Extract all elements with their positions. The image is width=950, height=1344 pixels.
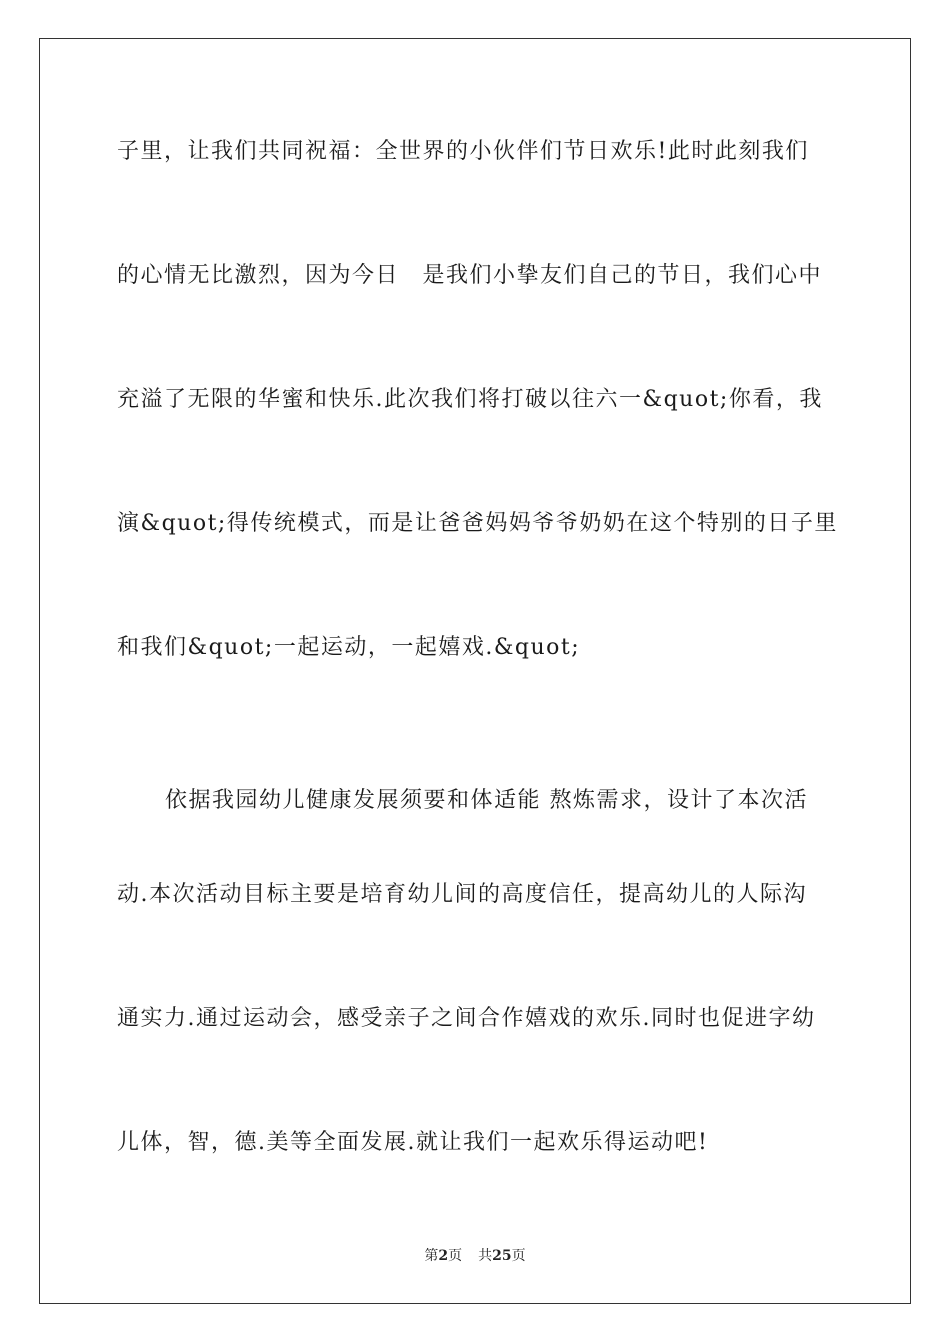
page-number: 2 xyxy=(438,1248,449,1264)
text-line: 和我们&quot;一起运动，一起嬉戏.&quot; xyxy=(117,635,581,660)
text-line: 子里，让我们共同祝福：全世界的小伙伴们节日欢乐!此时此刻我们 xyxy=(117,139,809,164)
page-border xyxy=(39,38,911,1304)
text-line: 动.本次活动目标主要是培育幼儿间的高度信任，提高幼儿的人际沟 xyxy=(117,882,807,907)
page-suffix: 页 xyxy=(448,1248,463,1264)
total-suffix: 页 xyxy=(511,1248,526,1264)
page-prefix: 第 xyxy=(424,1248,439,1264)
paragraph-first-line: 依据我园幼儿健康发展须要和体适能 熬炼需求，设计了本次活 xyxy=(165,788,808,813)
page-footer xyxy=(0,1247,950,1265)
text-line: 儿体，智，德.美等全面发展.就让我们一起欢乐得运动吧! xyxy=(117,1130,709,1155)
text-line: 通实力.通过运动会，感受亲子之间合作嬉戏的欢乐.同时也促进字幼 xyxy=(117,1006,816,1031)
text-line: 的心情无比激烈，因为今日 是我们小挚友们自己的节日，我们心中 xyxy=(117,263,823,288)
total-prefix: 共 xyxy=(478,1248,493,1264)
text-line: 演&quot;得传统模式，而是让爸爸妈妈爷爷奶奶在这个特别的日子里 xyxy=(117,511,838,536)
total-pages: 25 xyxy=(492,1248,512,1264)
text-line: 充溢了无限的华蜜和快乐.此次我们将打破以往六一&quot;你看，我 xyxy=(117,387,823,412)
